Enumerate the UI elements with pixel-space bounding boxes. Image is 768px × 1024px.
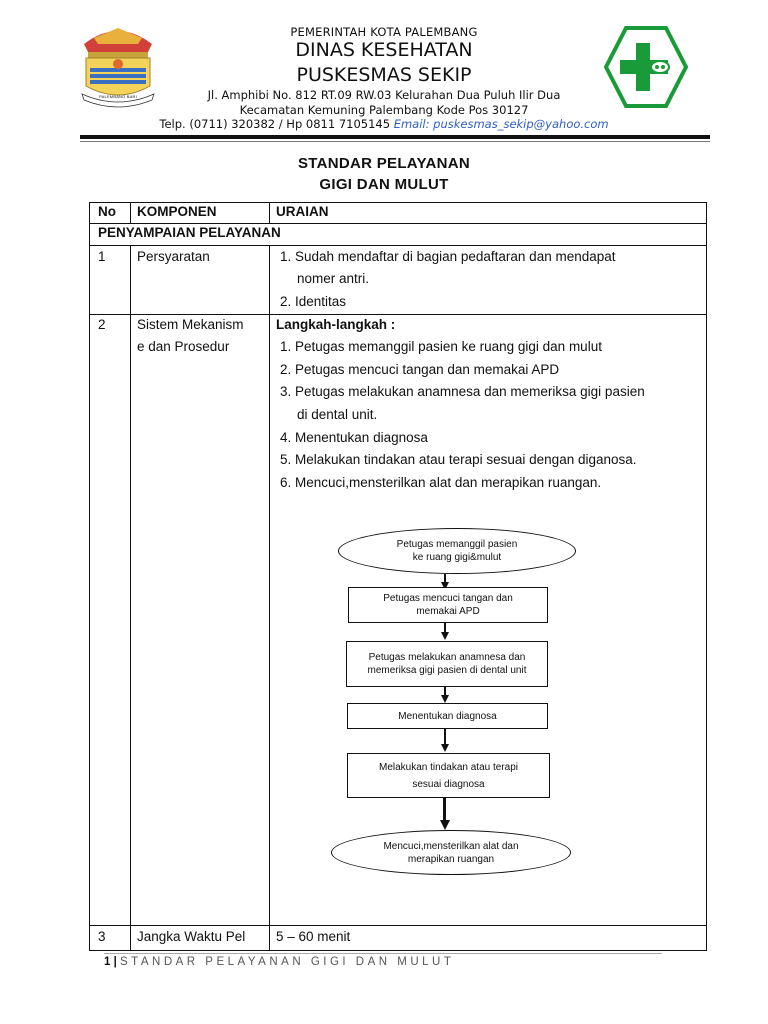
flow-step3-line2: memeriksa gigi pasien di dental unit xyxy=(367,665,527,676)
column-divider xyxy=(130,203,131,223)
step-item: di dental unit. xyxy=(297,407,378,422)
header-divider-thin xyxy=(80,141,710,142)
flow-arrowhead xyxy=(441,695,449,703)
footer-separator: | xyxy=(110,956,121,968)
row-divider xyxy=(90,925,706,926)
flow-step6-line2: merapikan ruangan xyxy=(407,853,495,865)
row-divider xyxy=(90,245,706,246)
page-footer xyxy=(104,956,454,968)
section-heading: PENYAMPAIAN PELAYANAN xyxy=(98,225,281,240)
row1-item: 1. Sudah mendaftar di bagian pedaftaran dan mendapat xyxy=(280,249,616,264)
row-divider xyxy=(90,314,706,315)
flow-step1-line1: Petugas memanggil pasien xyxy=(396,539,518,550)
address-line-1: Jl. Amphibi No. 812 RT.09 RW.03 Kelurahan Dua Puluh Ilir Dua xyxy=(207,88,561,102)
flow-step2-line2: memakai APD xyxy=(416,606,480,617)
flow-end-ellipse xyxy=(331,830,571,875)
column-divider xyxy=(269,245,270,950)
header-komponen: KOMPONEN xyxy=(137,204,217,219)
flow-arrow xyxy=(444,729,446,744)
header-no: No xyxy=(98,204,116,219)
flow-step2-line1: Petugas mencuci tangan dan xyxy=(383,593,513,604)
flow-step5-line2: sesuai diagnosa xyxy=(412,778,485,790)
column-divider xyxy=(130,245,131,950)
row3-uraian: 5 – 60 menit xyxy=(276,929,351,944)
flow-step5-box xyxy=(347,753,550,798)
phone-numbers: Telp. (0711) 320382 / Hp 0811 7105145 xyxy=(159,117,394,131)
column-divider xyxy=(269,203,270,223)
row2-komponen-line1: Sistem Mekanism xyxy=(137,317,244,332)
email-label: Email: xyxy=(393,117,434,131)
government-name: PEMERINTAH KOTA PALEMBANG xyxy=(290,25,478,39)
row-divider xyxy=(90,223,706,224)
flow-step3-box xyxy=(346,641,548,687)
row1-item: 2. Identitas xyxy=(280,294,347,309)
flow-step3-line1: Petugas melakukan anamnesa dan xyxy=(368,652,526,663)
row1-item: nomer antri. xyxy=(297,271,370,286)
flow-step2-box xyxy=(348,587,548,623)
document-title: STANDAR PELAYANAN xyxy=(297,155,471,172)
address-line-2: Kecamatan Kemuning Palembang Kode Pos 30127 xyxy=(239,103,529,117)
step-item: 6. Mencuci,mensterilkan alat dan merapikan ruangan. xyxy=(280,475,602,490)
footer-text: STANDAR PELAYANAN GIGI DAN MULUT xyxy=(120,956,455,968)
flow-step6-line1: Mencuci,mensterilkan alat dan xyxy=(383,840,519,852)
step-item: 5. Melakukan tindakan atau terapi sesuai dengan diganosa. xyxy=(280,452,637,467)
flow-step4-box xyxy=(347,703,548,729)
step-item: 1. Petugas memanggil pasien ke ruang gigi dan mulut xyxy=(280,339,602,354)
department-name: DINAS KESEHATAN xyxy=(295,39,473,61)
emblem-motto: PALEMBANG BARI xyxy=(99,94,137,99)
flow-arrowhead xyxy=(440,820,450,830)
flow-arrowhead xyxy=(441,632,449,640)
flow-step1-line2: ke ruang gigi&mulut xyxy=(412,552,502,563)
row2-no: 2 xyxy=(98,317,106,332)
footer-divider xyxy=(104,953,662,954)
step-item: 3. Petugas melakukan anamnesa dan memeriksa gigi pasien xyxy=(280,384,645,399)
header-divider-thick xyxy=(80,135,710,139)
flow-arrowhead xyxy=(441,744,449,752)
email-address[interactable]: puskesmas_sekip@yahoo.com xyxy=(433,117,609,131)
row2-komponen-line2: e dan Prosedur xyxy=(137,339,230,354)
organization-name: PUSKESMAS SEKIP xyxy=(296,64,472,86)
flow-start-ellipse xyxy=(338,528,576,574)
flow-arrow xyxy=(443,798,446,820)
flow-step5-line1: Melakukan tindakan atau terapi xyxy=(379,761,518,773)
document-subtitle: GIGI DAN MULUT xyxy=(319,176,449,193)
flow-step4-text: Menentukan diagnosa xyxy=(398,710,497,722)
header-uraian: URAIAN xyxy=(276,204,329,219)
row3-komponen: Jangka Waktu Pel xyxy=(137,929,246,944)
steps-heading: Langkah-langkah : xyxy=(276,317,396,332)
row3-no: 3 xyxy=(98,929,106,944)
flow-arrow xyxy=(444,687,446,695)
step-item: 2. Petugas mencuci tangan dan memakai APD xyxy=(280,362,560,377)
contact-line xyxy=(0,117,768,131)
row1-no: 1 xyxy=(98,249,106,264)
step-item: 4. Menentukan diagnosa xyxy=(280,430,428,445)
row1-komponen: Persyaratan xyxy=(137,249,210,264)
page-number: 1 xyxy=(104,956,111,968)
